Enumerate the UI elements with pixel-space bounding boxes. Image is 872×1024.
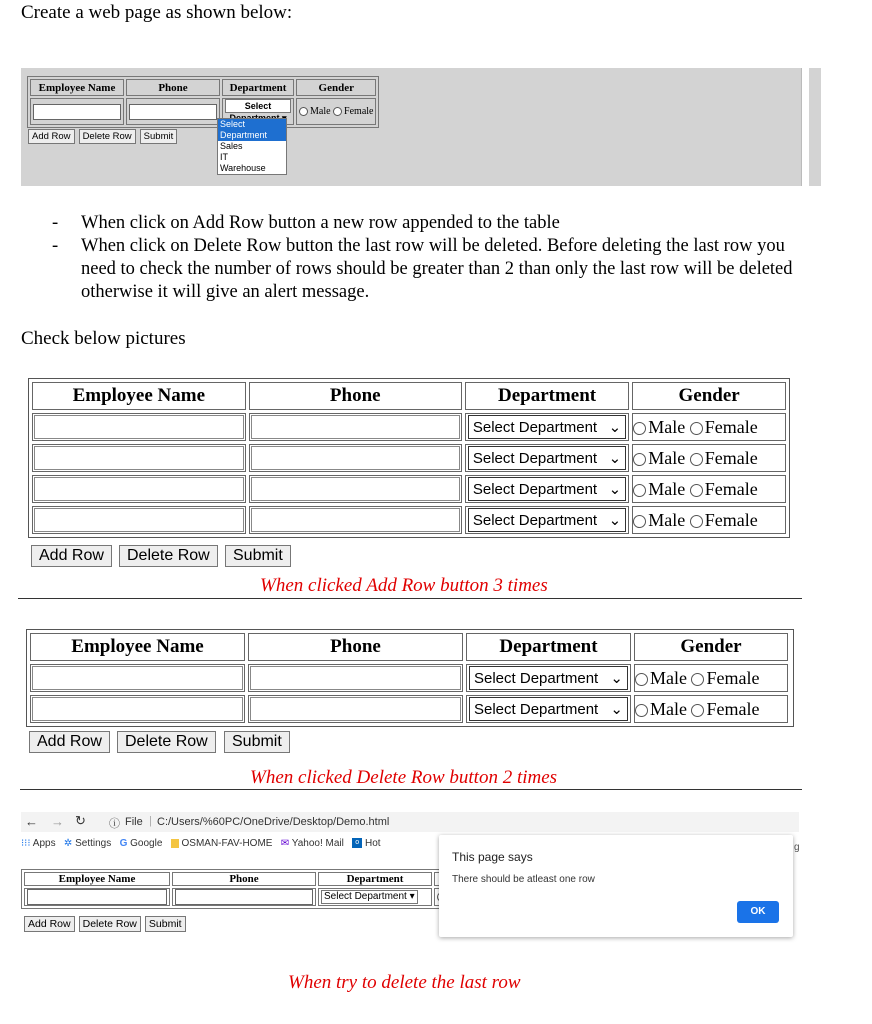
header-department: Department bbox=[466, 633, 631, 661]
add-row-button[interactable]: Add Row bbox=[29, 731, 110, 753]
employee-name-input[interactable] bbox=[34, 415, 244, 439]
phone-input[interactable] bbox=[175, 889, 313, 905]
bookmarks-bar bbox=[21, 838, 441, 856]
table-row: Select Department ⌄ Male Female bbox=[30, 664, 788, 692]
chevron-down-icon: ⌄ bbox=[608, 450, 622, 467]
header-employee-name: Employee Name bbox=[30, 633, 245, 661]
table-row: Select Department ⌄ Male Female bbox=[32, 413, 786, 441]
chevron-down-icon: ⌄ bbox=[608, 512, 622, 529]
phone-input[interactable] bbox=[251, 508, 460, 532]
delete-row-button[interactable]: Delete Row bbox=[79, 129, 136, 144]
employee-name-input[interactable] bbox=[34, 508, 244, 532]
male-radio[interactable] bbox=[633, 422, 646, 435]
header-phone: Phone bbox=[249, 382, 462, 410]
table-row: Select Department ⌄ Male Female bbox=[32, 475, 786, 503]
table-row: Select Department ⌄ Male Female bbox=[32, 506, 786, 534]
table-delete-rows bbox=[26, 629, 794, 727]
chevron-down-icon: ⌄ bbox=[610, 701, 623, 718]
employee-name-input[interactable] bbox=[34, 446, 244, 470]
bullet-add-row: - When click on Add Row button a new row appended to the table bbox=[52, 213, 560, 233]
header-department: Department bbox=[465, 382, 629, 410]
department-select[interactable]: Select Department ⌄ bbox=[469, 666, 628, 690]
option-select-department[interactable]: Select Department bbox=[218, 119, 286, 141]
phone-input[interactable] bbox=[250, 666, 461, 690]
bookmark-settings[interactable]: Settings bbox=[75, 838, 112, 849]
divider bbox=[18, 598, 802, 599]
option-sales[interactable]: Sales bbox=[220, 141, 243, 151]
outlook-icon: o bbox=[352, 838, 362, 848]
header-employee-name: Employee Name bbox=[30, 79, 124, 96]
department-select[interactable]: Select Department ⌄ bbox=[468, 477, 626, 501]
department-select[interactable]: Select Department ▾ bbox=[321, 890, 418, 904]
department-select[interactable]: Select Department ⌄ bbox=[469, 697, 628, 721]
delete-row-button[interactable]: Delete Row bbox=[79, 916, 141, 932]
employee-name-input[interactable] bbox=[33, 104, 121, 120]
bullet-delete-row: - When click on Delete Row button the last row will be deleted. Before deleting the last row you need to check the number of rows should be greater than 2 than only the last row will be deleted otherwise it will give an alert message. bbox=[52, 236, 793, 302]
browser-address-bar: ← → ↻ ⓘ File | C:/Users/%60PC/OneDrive/Desktop/Demo.html bbox=[21, 812, 799, 832]
phone-input[interactable] bbox=[251, 477, 460, 501]
employee-name-input[interactable] bbox=[32, 666, 243, 690]
check-text: Check below pictures bbox=[21, 328, 186, 349]
bookmark-google[interactable]: Google bbox=[130, 838, 163, 849]
table-row: Select Department ⌄ Male Female bbox=[32, 444, 786, 472]
alert-message: There should be atleast one row bbox=[452, 874, 595, 885]
department-select[interactable]: Select Department ⌄ bbox=[468, 415, 626, 439]
alert-title: This page says bbox=[452, 850, 533, 864]
table-row: Select Department ⌄ Male Female bbox=[30, 695, 788, 723]
chevron-down-icon: ⌄ bbox=[610, 670, 623, 687]
header-phone: Phone bbox=[126, 79, 220, 96]
divider bbox=[20, 789, 802, 790]
header-department: Department bbox=[222, 79, 294, 96]
intro-text: Create a web page as shown below: bbox=[21, 2, 293, 23]
folder-icon bbox=[171, 839, 179, 848]
female-radio[interactable] bbox=[690, 484, 703, 497]
add-row-button[interactable]: Add Row bbox=[24, 916, 75, 932]
instructions-list bbox=[52, 212, 812, 304]
header-department: Department bbox=[318, 872, 432, 886]
employee-name-input[interactable] bbox=[34, 477, 244, 501]
table-add-rows bbox=[28, 378, 790, 538]
header-employee-name: Employee Name bbox=[32, 382, 246, 410]
header-gender: Gender bbox=[296, 79, 376, 96]
male-radio[interactable] bbox=[635, 704, 648, 717]
male-radio[interactable] bbox=[633, 453, 646, 466]
table-row bbox=[24, 888, 452, 906]
page-mini-buttons bbox=[24, 914, 186, 932]
mini-table: Employee Name Phone Department Gender Select Male Female bbox=[27, 76, 379, 128]
department-dropdown[interactable] bbox=[217, 118, 287, 175]
department-select[interactable]: Select Department ⌄ bbox=[468, 446, 626, 470]
ok-button[interactable]: OK bbox=[737, 901, 779, 923]
option-it[interactable]: IT bbox=[220, 152, 228, 162]
page-mini-table bbox=[21, 869, 455, 909]
header-employee-name: Employee Name bbox=[24, 872, 170, 886]
bookmark-apps[interactable]: Apps bbox=[32, 838, 56, 849]
header-gender: Gender bbox=[634, 633, 788, 661]
header-phone: Phone bbox=[248, 633, 463, 661]
truncated-text: g bbox=[794, 842, 800, 853]
apps-icon: ⁝⁝⁝ bbox=[21, 838, 31, 849]
mail-icon: ✉ bbox=[280, 838, 290, 849]
female-radio[interactable] bbox=[690, 515, 703, 528]
header-gender: Gender bbox=[632, 382, 786, 410]
phone-input[interactable] bbox=[251, 446, 460, 470]
caption-add-row: When clicked Add Row button 3 times bbox=[260, 575, 548, 596]
department-select[interactable]: Select bbox=[225, 99, 291, 113]
option-warehouse[interactable]: Warehouse bbox=[220, 163, 266, 173]
chevron-down-icon: ⌄ bbox=[608, 419, 622, 436]
forward-icon[interactable]: → bbox=[51, 814, 64, 829]
male-radio[interactable] bbox=[633, 515, 646, 528]
department-select[interactable]: Select Department ⌄ bbox=[468, 508, 626, 532]
male-radio[interactable] bbox=[633, 484, 646, 497]
delete-row-button[interactable]: Delete Row bbox=[117, 731, 216, 753]
google-icon: G bbox=[119, 838, 128, 849]
file-label: File bbox=[125, 816, 143, 828]
header-phone: Phone bbox=[172, 872, 316, 886]
chevron-down-icon: ⌄ bbox=[608, 481, 622, 498]
scrollbar[interactable] bbox=[801, 68, 809, 186]
gear-icon: ✲ bbox=[63, 838, 73, 849]
employee-name-input[interactable] bbox=[32, 697, 243, 721]
male-radio[interactable] bbox=[299, 107, 308, 116]
reload-icon[interactable]: ↻ bbox=[75, 813, 86, 828]
screenshot-dropdown bbox=[21, 68, 821, 186]
caption-delete-row: When clicked Delete Row button 2 times bbox=[250, 767, 558, 788]
female-radio[interactable] bbox=[690, 422, 703, 435]
add-row-button[interactable]: Add Row bbox=[28, 129, 75, 144]
add-row-button[interactable]: Add Row bbox=[31, 545, 112, 567]
female-radio[interactable] bbox=[691, 704, 704, 717]
female-radio[interactable] bbox=[333, 107, 342, 116]
bookmark-osman[interactable]: OSMAN-FAV-HOME bbox=[181, 838, 273, 849]
bookmark-yahoo[interactable]: Yahoo! Mail bbox=[291, 838, 344, 849]
phone-input[interactable] bbox=[250, 697, 461, 721]
submit-button[interactable]: Submit bbox=[145, 916, 186, 932]
mini-buttons bbox=[28, 126, 177, 144]
employee-name-input[interactable] bbox=[27, 889, 167, 905]
alert-dialog bbox=[439, 835, 793, 937]
info-icon: ⓘ bbox=[109, 818, 120, 830]
back-icon[interactable]: ← bbox=[25, 814, 38, 829]
male-radio[interactable] bbox=[635, 673, 648, 686]
url-text[interactable]: C:/Users/%60PC/OneDrive/Desktop/Demo.html bbox=[157, 816, 390, 828]
female-radio[interactable] bbox=[691, 673, 704, 686]
bookmark-hot[interactable]: Hot bbox=[365, 838, 381, 849]
submit-button[interactable]: Submit bbox=[224, 731, 290, 753]
submit-button[interactable]: Submit bbox=[225, 545, 291, 567]
delete-row-button[interactable]: Delete Row bbox=[119, 545, 218, 567]
submit-button[interactable]: Submit bbox=[140, 129, 178, 144]
caption-last-row: When try to delete the last row bbox=[288, 972, 521, 993]
phone-input[interactable] bbox=[129, 104, 217, 120]
phone-input[interactable] bbox=[251, 415, 460, 439]
female-radio[interactable] bbox=[690, 453, 703, 466]
